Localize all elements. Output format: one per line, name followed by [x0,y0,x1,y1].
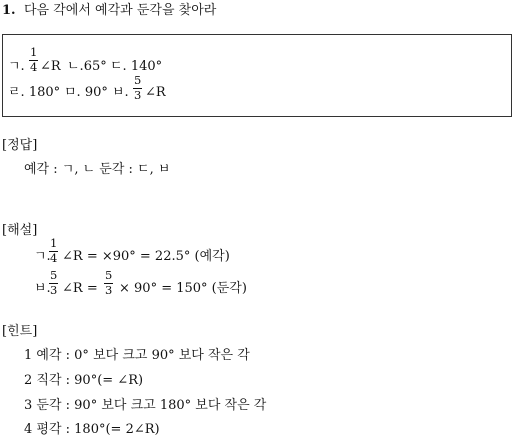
explanation-line2-fraction [49,270,58,296]
option-a-label: ㄱ. [8,59,25,74]
option-a-fraction [29,47,38,73]
hint-item: 1 예각 : 0° 보다 크고 90° 보다 작은 각 [24,348,250,363]
option-f-label: ㅂ. [112,85,129,100]
explanation-line2-fraction2 [104,270,113,296]
option-c: ㄷ. 140° [110,59,163,74]
explanation-line2-label: ㅂ. [34,281,51,296]
option-f-numerator: 5 [134,73,142,87]
answer-heading: [정답] [2,138,38,153]
option-f-fraction [133,75,142,101]
option-f-denominator: 3 [134,87,142,102]
explanation-line2-numerator2: 5 [105,268,113,282]
option-f-unit: ∠R [145,85,166,100]
explanation-heading: [해설] [2,223,38,238]
option-e: ㅁ. 90° [64,85,108,100]
problem-number: 1. [2,3,16,18]
option-a-denominator: 4 [30,59,38,74]
hint-item: 4 평각 : 180°(= 2∠R) [24,422,160,437]
explanation-line1-denominator: 4 [50,250,58,265]
options-box [2,34,512,117]
explanation-line2-denominator: 3 [50,282,58,297]
hint-item: 3 둔각 : 90° 보다 크고 180° 보다 작은 각 [24,398,267,413]
option-a-unit: ∠R [40,59,61,74]
hint-item: 2 직각 : 90°(= ∠R) [24,373,144,388]
explanation-line2-numerator: 5 [50,268,58,282]
option-a-numerator: 1 [30,45,38,59]
explanation-line1-label: ㄱ. [34,249,51,264]
explanation-line2-rest: × 90° = 150° (둔각) [119,281,247,296]
explanation-line1-fraction [49,238,58,264]
option-d: ㄹ. 180° [8,85,61,100]
problem-prompt: 다음 각에서 예각과 둔각을 찾아라 [24,3,217,18]
explanation-line1-rest: ∠R = ×90° = 22.5° (예각) [62,249,230,264]
option-b: ㄴ.65° [67,59,107,74]
explanation-line1-numerator: 1 [50,236,58,250]
answer-line: 예각 : ㄱ, ㄴ 둔각 : ㄷ, ㅂ [24,162,171,177]
explanation-line2-mid: ∠R = [62,281,98,296]
explanation-line2-denominator2: 3 [105,282,113,297]
hint-heading: [힌트] [2,324,38,339]
